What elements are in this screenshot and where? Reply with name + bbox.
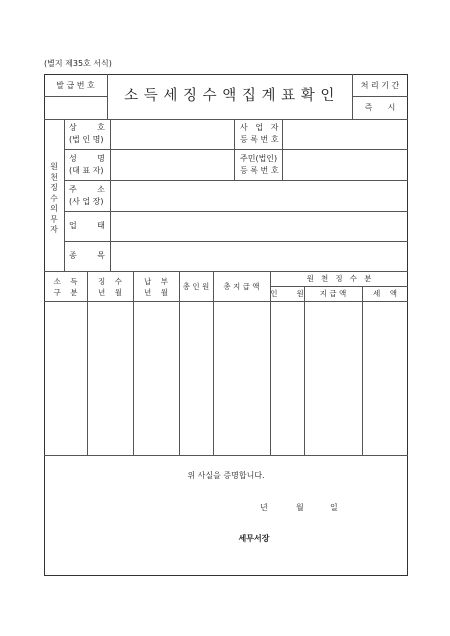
- trade-name-field[interactable]: [111, 120, 233, 149]
- address-label: 주 소: [69, 185, 105, 194]
- resident-reg-label: 주민(법인): [240, 154, 278, 163]
- pay-ym-header: 징 수: [97, 277, 123, 286]
- header-split-line: [270, 286, 408, 287]
- amount-paid-header: 지 급 액: [319, 289, 347, 298]
- tax-office-head: 세무서장: [238, 534, 270, 543]
- period-value: 즉 시: [364, 103, 396, 112]
- due-ym-header: 납 부: [143, 277, 169, 286]
- address-field[interactable]: [111, 181, 407, 211]
- income-type-cell[interactable]: [45, 302, 87, 455]
- income-type-subheader: 구 분: [53, 288, 78, 297]
- section-bottom-line: [44, 271, 408, 272]
- biz-reg-label: 사 업 자: [240, 123, 279, 132]
- tax-header: 세 액: [372, 289, 398, 298]
- tax-cell[interactable]: [363, 302, 407, 455]
- persons-cell[interactable]: [271, 302, 304, 455]
- name-label: 성 명: [69, 154, 105, 163]
- trade-name-sublabel: (법 인 명): [69, 135, 104, 144]
- withholding-header: 원 천 징 수 분: [306, 274, 372, 283]
- form-title: 소 득 세 징 수 액 집 계 표 확 인: [124, 88, 335, 104]
- trade-name-label: 상 호: [69, 123, 105, 132]
- total-paid-header: 총 지 급 액: [223, 282, 260, 291]
- business-item-label: 종 목: [69, 251, 105, 260]
- headcount-cell[interactable]: [180, 302, 213, 455]
- biz-reg-sublabel: 등 록 번 호: [240, 135, 279, 144]
- date-month-label: 월: [296, 503, 304, 512]
- issue-no-label: 발 급 번 호: [56, 81, 95, 90]
- headcount-header: 총 인 원: [182, 282, 210, 291]
- address-sublabel: (사 업 장): [69, 197, 104, 206]
- date-year-label: 년: [260, 503, 268, 512]
- resident-reg-field[interactable]: [283, 150, 407, 180]
- amount-paid-cell[interactable]: [305, 302, 362, 455]
- pay-ym-cell[interactable]: [88, 302, 133, 455]
- period-label: 처 리 기 간: [360, 81, 400, 90]
- section-divider: [64, 119, 65, 271]
- issue-no-field[interactable]: [44, 97, 107, 118]
- name-sublabel: (대 표 자): [69, 166, 104, 175]
- name-field[interactable]: [111, 150, 233, 180]
- withholder-section-label: 원 천 징 수 의 무 자: [50, 162, 58, 234]
- total-paid-cell[interactable]: [214, 302, 270, 455]
- income-type-header: 소 득: [53, 277, 78, 286]
- business-item-field[interactable]: [111, 242, 407, 271]
- form-number: (별지 제35호 서식): [44, 59, 112, 68]
- due-ym-subheader: 년 월: [143, 288, 169, 297]
- due-ym-cell[interactable]: [134, 302, 179, 455]
- period-divider: [352, 96, 408, 97]
- resident-reg-sublabel: 등 록 번 호: [240, 166, 279, 175]
- table-bottom-line: [44, 455, 408, 456]
- persons-header: 인 원: [270, 289, 304, 298]
- biz-reg-field[interactable]: [283, 120, 407, 149]
- business-type-field[interactable]: [111, 212, 407, 241]
- date-day-label: 일: [330, 503, 338, 512]
- pay-ym-subheader: 년 월: [97, 288, 123, 297]
- certify-text: 위 사실을 증명합니다.: [187, 471, 265, 480]
- business-type-label: 업 태: [69, 221, 105, 230]
